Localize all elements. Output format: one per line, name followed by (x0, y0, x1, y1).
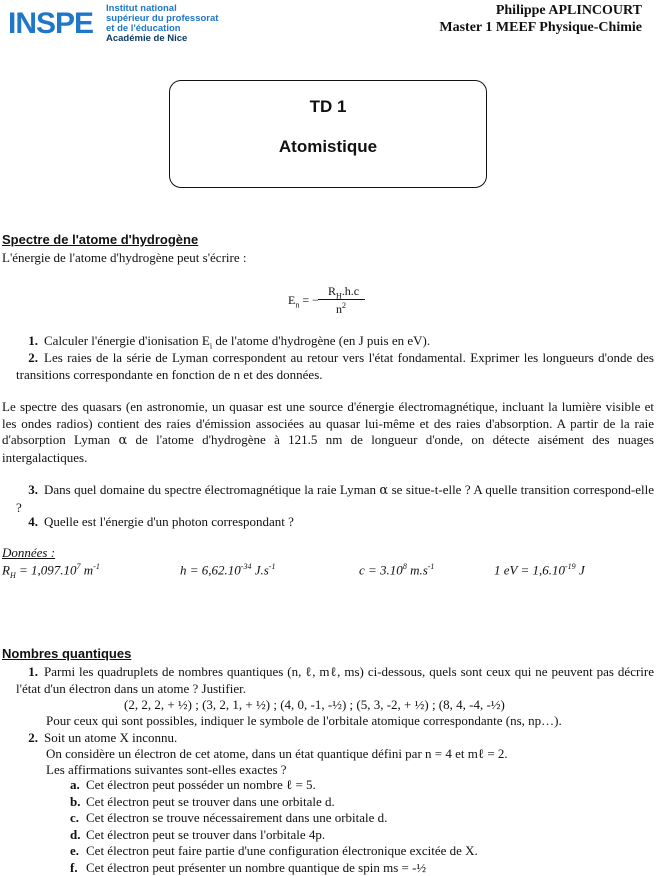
logo-line: et de l'éducation (106, 24, 218, 34)
question-2-2-line2: On considère un électron de cet atome, dans un état quantique défini par n = 4 et mℓ = 2. (46, 746, 508, 763)
doc-subtitle: Atomistique (170, 137, 486, 157)
list-item: a. Cet électron peut posséder un nombre ℓ = 5. (70, 777, 478, 794)
list-item: e. Cet électron peut faire partie d'une configuration électronique excitée de X. (70, 843, 478, 860)
intro-text: L'énergie de l'atome d'hydrogène peut s'écrire : (2, 250, 246, 267)
inspe-logo (8, 4, 238, 42)
logo-line: Institut national (106, 4, 218, 14)
data-heading: Données : (2, 545, 55, 562)
author-name: Philippe APLINCOURT (439, 2, 642, 19)
course-name: Master 1 MEEF Physique-Chimie (439, 19, 642, 36)
fraction-bar (318, 299, 365, 300)
formula-lhs: $E_n$ = − (288, 293, 319, 309)
question-1-4: 4. Quelle est l'énergie d'un photon correspondant ? (16, 514, 294, 531)
data-c: $c = 3.10^8$ $m.s^{-1}$ (359, 562, 434, 578)
question-2-1-followup: Pour ceux qui sont possibles, indiquer le symbole de l'orbitale atomique correspondante (ns, np…). (46, 713, 562, 730)
quadruplets-list: (2, 2, 2, + ½) ; (3, 2, 1, + ½) ; (4, 0, -1, -½) ; (5, 3, -2, + ½) ; (8, 4, -4, -½) (124, 697, 505, 714)
list-item: b. Cet électron peut se trouver dans une orbitale d. (70, 794, 478, 811)
logo-text (106, 4, 218, 44)
data-ev: 1 eV = $1,6.10^{-19}$ J (494, 562, 585, 578)
section-heading-quantum: Nombres quantiques (2, 646, 131, 661)
question-2-1: 1. Parmi les quadruplets de nombres quantiques (n, ℓ, mℓ, ms) ci-dessous, quels sont ceux qui ne peuvent pas décrire l'état d'un électron dans un atome ? Justifier. (16, 664, 654, 697)
section-heading-hydrogen: Spectre de l'atome d'hydrogène (2, 232, 198, 247)
energy-formula (288, 283, 378, 323)
list-item: f. Cet électron peut présenter un nombre quantique de spin ms = -½ (70, 860, 478, 876)
list-item: d. Cet électron peut se trouver dans l'orbitale 4p. (70, 827, 478, 844)
question-1-3: 3. Dans quel domaine du spectre électromagnétique la raie Lyman α se situe-t-elle ? A quelle transition correspond-elle ? (16, 482, 654, 516)
affirmations-list (70, 777, 478, 876)
question-1-1: 1. Calculer l'énergie d'ionisation $E_i$ de l'atome d'hydrogène (en J puis en eV). (16, 333, 652, 355)
doc-title: TD 1 (170, 97, 486, 117)
logo-line: Académie de Nice (106, 34, 218, 44)
list-item: c. Cet électron se trouve nécessairement dans une orbitale d. (70, 810, 478, 827)
logo-line: supérieur du professorat (106, 14, 218, 24)
data-h: $h = 6,62.10^{-34}$ $J.s^{-1}$ (180, 562, 275, 578)
header-author-block (439, 2, 642, 36)
question-2-2: 2. Soit un atome X inconnu. (16, 730, 177, 747)
question-1-2: 2. Les raies de la série de Lyman correspondent au retour vers l'état fondamental. Exprimer les longueurs d'onde des transitions correspondante en fonction de n et des données. (16, 350, 654, 383)
data-rh: $R_H = 1,097.10^7$ $m^{-1}$ (2, 562, 100, 580)
question-2-2-line3: Les affirmations suivantes sont-elles exactes ? (46, 762, 287, 779)
quasar-paragraph: Le spectre des quasars (en astronomie, un quasar est une source d'énergie électromagnétique, incluant la lumière visible et les ondes radios) contient des raies d'émission associées au quasar lui-même et des raies d'absorption. A partir de la raie d'absorption Lyman α de l'atome d'hydrogène à 121.5 nm de longueur d'onde, on détecte aisément des nuages intergalactiques. (2, 399, 654, 466)
title-box (169, 80, 487, 188)
formula-denominator: $n^2$ (336, 301, 346, 317)
formula-numerator: $R_H.h.c$ (328, 284, 359, 300)
logo-wordmark: INSPE (8, 8, 93, 40)
